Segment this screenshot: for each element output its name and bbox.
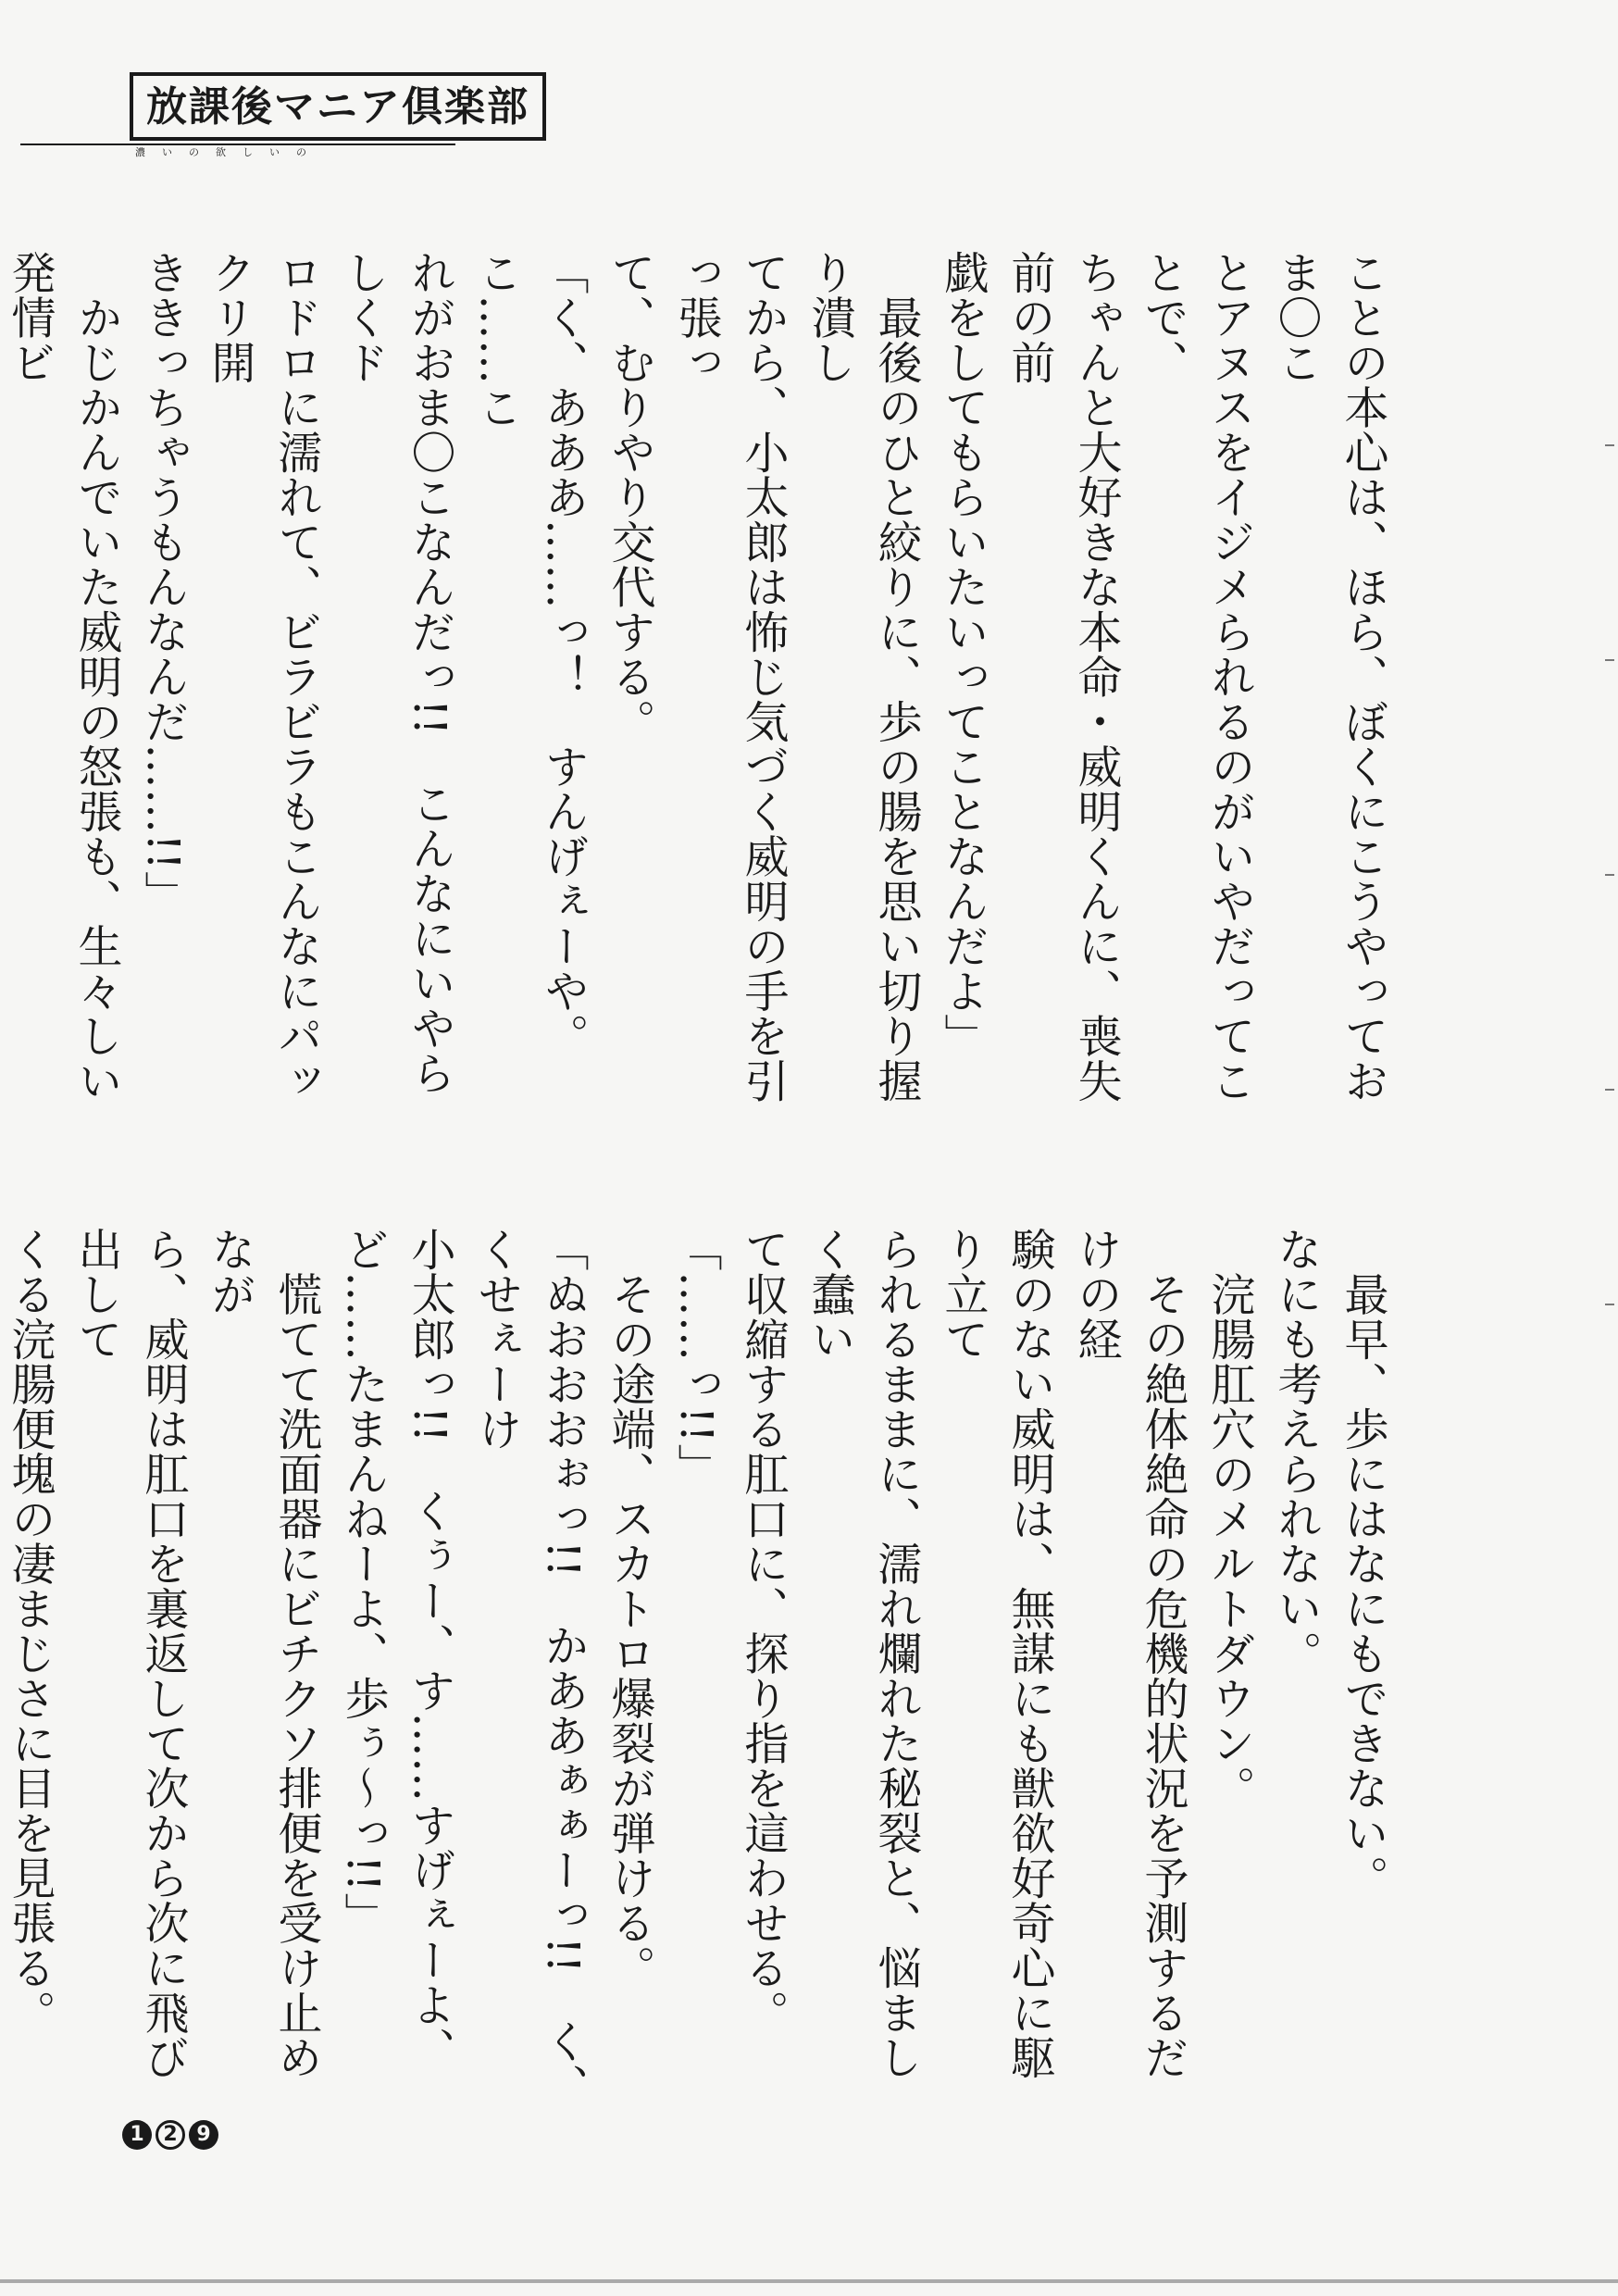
- page-digit: 2: [156, 2120, 185, 2150]
- text-line: ら、威明は肛口を裏返して次から次に飛び出して: [70, 1227, 189, 2080]
- text-line: 「……っ!!」: [670, 1227, 722, 1489]
- text-line: かじかんでいた威明の怒張も、生々しい発情ビ: [4, 250, 122, 1104]
- text-line: 験のない威明は、無謀にも獣欲好奇心に駆り立て: [937, 1227, 1055, 2080]
- text-line: その絶体絶命の危機的状況を予測するだけの経: [1070, 1227, 1189, 2080]
- text-line: てから、小太郎は怖じ気づく威明の手を引っ張っ: [670, 250, 789, 1104]
- text-line: 最後のひと絞りに、歩の腸を思い切り握り潰し: [803, 250, 922, 1104]
- text-line: 「く、あああ……っ！ すんげぇーや。こ……こ: [470, 250, 589, 1058]
- text-line: 最早、歩にはなにもできない。: [1337, 1227, 1388, 1901]
- text-line: くる浣腸便塊の凄まじさに目を見張る。: [4, 1227, 56, 2035]
- text-line: ちゃんと大好きな本命・威明くんに、喪失前の前: [1003, 250, 1122, 1104]
- header: [130, 72, 546, 159]
- text-line: なにも考えられない。: [1270, 1227, 1322, 1676]
- text-line: られるままに、濡れ爛れた秘裂と、悩ましく蠢い: [803, 1227, 922, 2080]
- text-block-bottom: [0, 1227, 1396, 2115]
- margin-marks: [1605, 444, 1618, 1555]
- text-line: とアヌスをイジメられるのがいやだってことで、: [1137, 250, 1255, 1104]
- text-line: その途端、スカトロ爆裂が弾ける。: [604, 1227, 655, 1990]
- text-line: 小太郎っ!! くぅー、す……すげぇーよ、: [404, 1227, 455, 2072]
- text-line: ロドロに濡れて、ビラビラもこんなにパックリ開: [204, 250, 322, 1104]
- text-line: て収縮する肛口に、探り指を這わせる。: [737, 1227, 789, 2035]
- text-line: 慌てて洗面器にビチクソ排便を受け止めなが: [204, 1227, 322, 2080]
- text-line: ききっちゃうもんなんだ……!!」: [137, 250, 189, 916]
- text-line: 浣腸肛穴のメルトダウン。: [1203, 1227, 1255, 1811]
- page-number: [122, 2120, 218, 2150]
- page-digit: 1: [122, 2120, 152, 2150]
- book-title: 放課後マニア倶楽部: [130, 72, 546, 141]
- text-block-top: [0, 250, 1396, 1139]
- text-line: 「ぬおおおぉっ!! かああぁぁーっ!! く、くせぇーけ: [470, 1227, 589, 2109]
- text-line: 戯をしてもらいたいってことなんだよ」: [937, 250, 989, 1058]
- text-line: ど……たまんねーよ、歩ぅ～っ!!」: [337, 1227, 389, 1938]
- footer-rule: [0, 2279, 1618, 2283]
- book-subtitle: 濃いの欲しいの: [135, 146, 323, 158]
- text-line: れがおま〇こなんだっ!! こんなにいやらしくド: [337, 250, 455, 1095]
- text-line: ことの本心は、ほら、ぼくにこうやっておま〇こ: [1270, 250, 1388, 1104]
- page-digit: 9: [189, 2120, 218, 2150]
- header-rule: [20, 144, 455, 145]
- text-line: て、むりやり交代する。: [604, 250, 655, 744]
